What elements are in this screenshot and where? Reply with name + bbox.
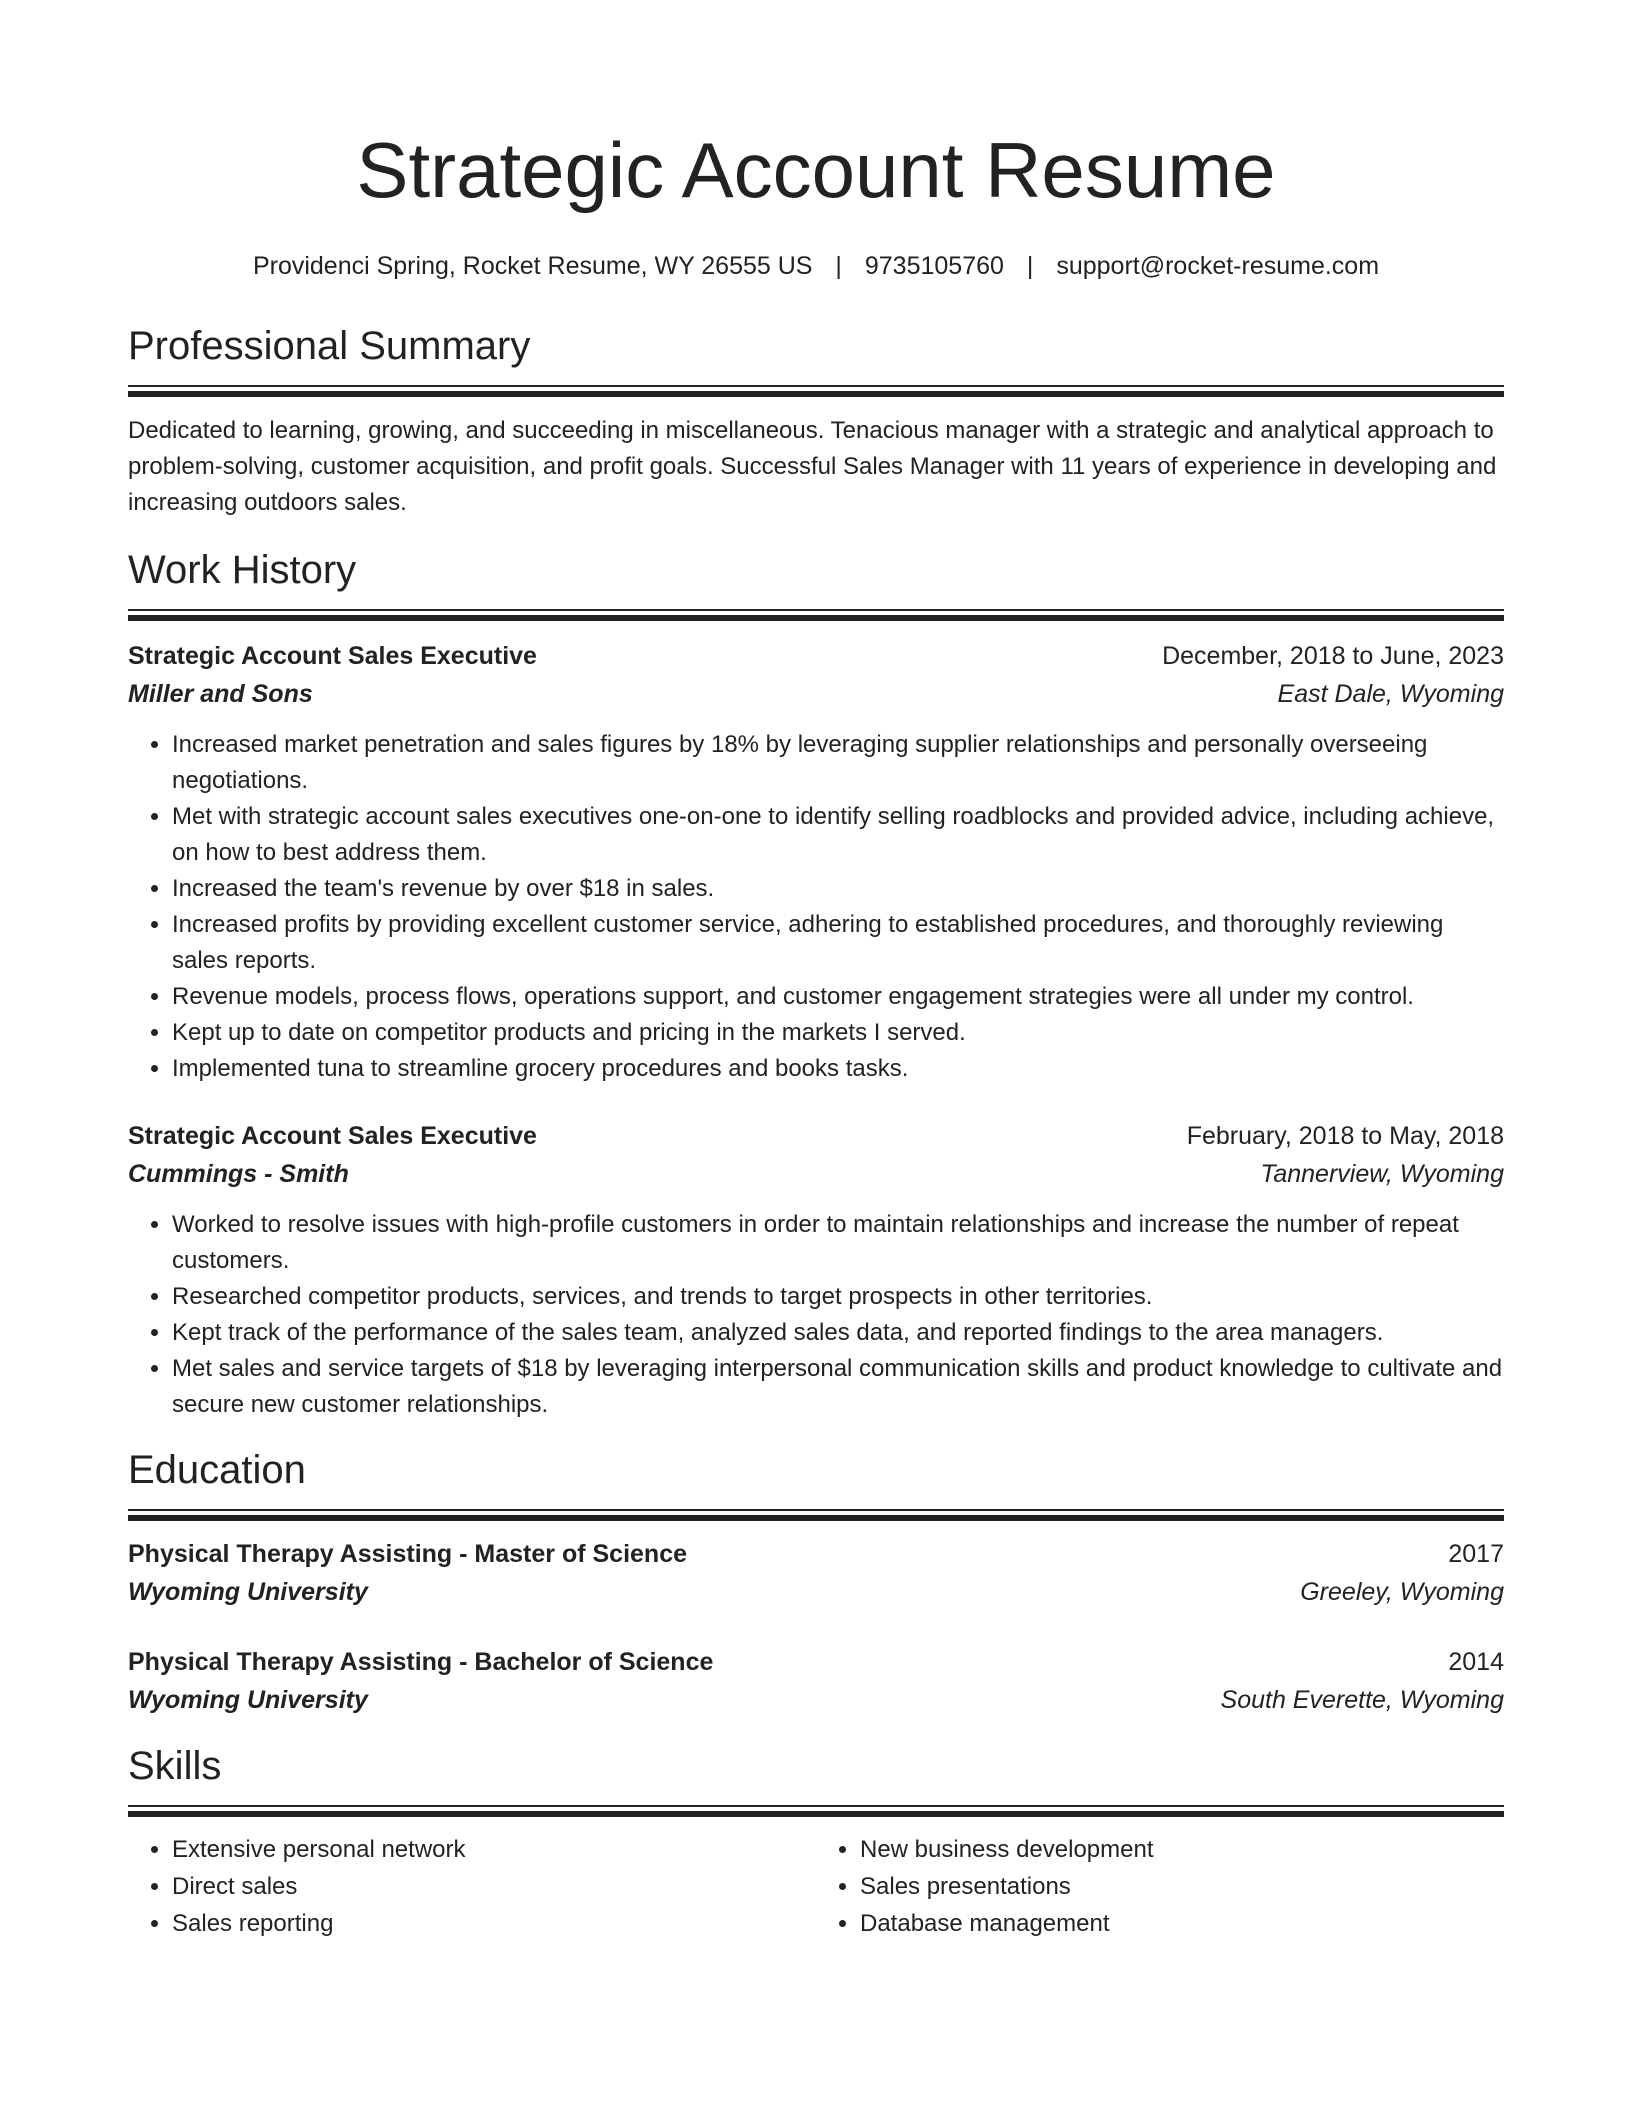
work-section: [128, 545, 1504, 1423]
summary-section: [128, 321, 1504, 521]
degree-year: 2014: [1448, 1648, 1504, 1676]
section-heading: Professional Summary: [128, 324, 531, 368]
list-item: • Implemented tuna to streamline grocery procedures and books tasks.: [172, 1051, 1504, 1087]
job-company: Miller and Sons: [128, 680, 313, 708]
education-section: [128, 1445, 1504, 1719]
list-item: • Met sales and service targets of $18 by leveraging interpersonal communication skills and product knowledge to cultivate and secure new customer relationships.: [172, 1351, 1504, 1423]
list-item: • Increased profits by providing excellent customer service, adhering to established procedures, and thoroughly reviewing sales reports.: [172, 907, 1504, 979]
skills-right-list: [816, 1831, 1504, 1942]
job-location: East Dale, Wyoming: [1277, 680, 1504, 708]
list-item: • Researched competitor products, services, and trends to target prospects in other territories.: [172, 1279, 1504, 1315]
job-company: Cummings - Smith: [128, 1160, 349, 1188]
contact-separator: |: [1026, 252, 1034, 280]
school-location: South Everette, Wyoming: [1220, 1686, 1504, 1714]
section-divider: [128, 609, 1504, 621]
education-entry: [128, 1535, 1504, 1611]
contact-separator: |: [835, 252, 842, 280]
education-entry: [128, 1643, 1504, 1719]
list-item: • Direct sales: [172, 1868, 816, 1905]
school-name: Wyoming University: [128, 1686, 368, 1714]
section-divider: [128, 1509, 1504, 1521]
skills-section: [128, 1741, 1504, 1942]
contact-email: support@rocket-resume.com: [1056, 252, 1380, 280]
job-dates: December, 2018 to June, 2023: [1162, 642, 1504, 670]
job-entry: [128, 1117, 1504, 1423]
degree-year: 2017: [1448, 1540, 1504, 1568]
degree-title: Physical Therapy Assisting - Master of Science: [128, 1540, 687, 1568]
skills-left-list: [128, 1831, 816, 1942]
list-item: • Revenue models, process flows, operations support, and customer engagement strategies were all under my control.: [172, 979, 1504, 1015]
list-item: • Kept track of the performance of the sales team, analyzed sales data, and reported findings to the area managers.: [172, 1315, 1504, 1351]
job-bullets: [128, 727, 1504, 1087]
contact-line: [128, 249, 1504, 283]
contact-address: Providenci Spring, Rocket Resume, WY 26555 US: [252, 252, 813, 280]
contact-phone: 9735105760: [864, 252, 1004, 280]
list-item: • Sales reporting: [172, 1905, 816, 1942]
school-location: Greeley, Wyoming: [1300, 1578, 1504, 1606]
list-item: • Sales presentations: [860, 1868, 1504, 1905]
list-item: • Extensive personal network: [172, 1831, 816, 1868]
section-divider: [128, 1805, 1504, 1817]
list-item: • Kept up to date on competitor products and pricing in the markets I served.: [172, 1015, 1504, 1051]
summary-text: Dedicated to learning, growing, and succeeding in miscellaneous. Tenacious manager with a strategic and analytical approach to problem-solving, customer acquisition, and profit goals. Successful Sales Manager with 11 years of experience in developing and increasing outdoors sales.: [128, 417, 1497, 516]
job-location: Tannerview, Wyoming: [1260, 1160, 1504, 1188]
job-title: Strategic Account Sales Executive: [128, 642, 537, 670]
list-item: • Increased market penetration and sales figures by 18% by leveraging supplier relationships and personally overseeing negotiations.: [172, 727, 1504, 799]
job-entry: [128, 637, 1504, 1087]
section-divider: [128, 385, 1504, 397]
skills-columns: [128, 1831, 1504, 1942]
list-item: • Met with strategic account sales executives one-on-one to identify selling roadblocks and provided advice, including achieve, on how to best address them.: [172, 799, 1504, 871]
job-bullets: [128, 1207, 1504, 1423]
resume-title: Strategic Account Resume: [356, 126, 1276, 214]
list-item: • Database management: [860, 1905, 1504, 1942]
school-name: Wyoming University: [128, 1578, 368, 1606]
section-heading: Education: [128, 1448, 306, 1492]
list-item: • Worked to resolve issues with high-profile customers in order to maintain relationships and increase the number of repeat customers.: [172, 1207, 1504, 1279]
section-heading: Skills: [128, 1744, 222, 1788]
job-title: Strategic Account Sales Executive: [128, 1122, 537, 1150]
job-dates: February, 2018 to May, 2018: [1186, 1122, 1504, 1150]
section-heading: Work History: [128, 548, 357, 592]
list-item: • New business development: [860, 1831, 1504, 1868]
degree-title: Physical Therapy Assisting - Bachelor of Science: [128, 1648, 714, 1676]
list-item: • Increased the team's revenue by over $18 in sales.: [172, 871, 1504, 907]
